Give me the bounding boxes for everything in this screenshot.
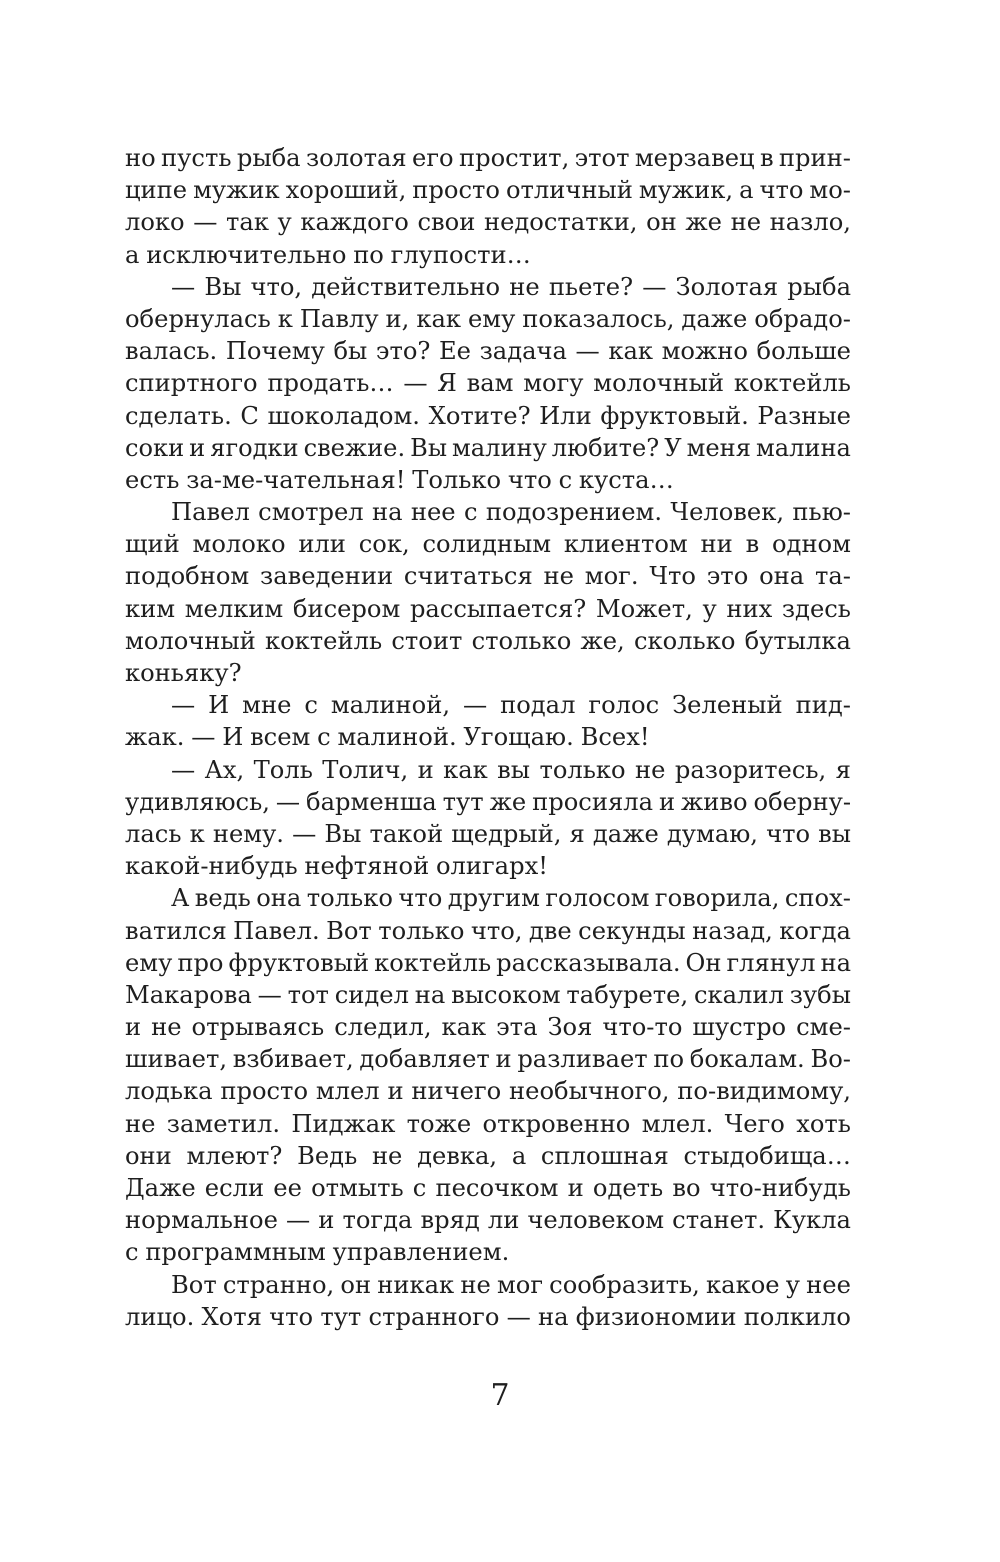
text-line: не заметил. Пиджак тоже откровенно млел. Чего хоть bbox=[125, 1109, 851, 1138]
page-number: 7 bbox=[490, 1378, 510, 1413]
text-line: лодька просто млел и ничего необычного, по-видимому, bbox=[125, 1077, 851, 1106]
text-line: сделать. С шоколадом. Хотите? Или фруктовый. Разные bbox=[125, 401, 851, 430]
text-line: А ведь она только что другим голосом говорила, спох- bbox=[171, 884, 851, 913]
text-line: обернулась к Павлу и, как ему показалось, даже обрадо- bbox=[125, 304, 851, 333]
text-line: щий молоко или сок, солидным клиентом ни в одном bbox=[125, 530, 851, 559]
text-line: спиртного продать… — Я вам могу молочный коктейль bbox=[125, 369, 851, 398]
text-line: — Вы что, действительно не пьете? — Золотая рыба bbox=[171, 272, 851, 301]
text-line: лицо. Хотя что тут странного — на физиономии полкило bbox=[125, 1302, 851, 1331]
text-line: нормальное — и тогда вряд ли человеком станет. Кукла bbox=[125, 1206, 851, 1235]
text-line: какой-нибудь нефтяной олигарх! bbox=[125, 852, 548, 881]
text-line: Макарова — тот сидел на высоком табурете, скалил зубы bbox=[125, 980, 851, 1009]
page-body-text bbox=[125, 142, 851, 1333]
text-line: — И мне с малиной, — подал голос Зеленый пид- bbox=[171, 691, 851, 720]
text-line: локо — так у каждого свои недостатки, он же не назло, bbox=[125, 208, 851, 237]
text-line: коньяку? bbox=[125, 659, 242, 687]
text-line: но пусть рыба золотая его простит, этот мерзавец в прин- bbox=[125, 144, 851, 172]
text-line: жак. — И всем с малиной. Угощаю. Всех! bbox=[125, 723, 650, 752]
text-line: они млеют? Ведь не девка, а сплошная стыдобища… bbox=[125, 1141, 851, 1170]
text-line: соки и ягодки свежие. Вы малину любите? У меня малина bbox=[125, 433, 851, 462]
text-line: удивляюсь, — барменша тут же просияла и живо оберну- bbox=[125, 787, 851, 816]
text-line: молочный коктейль стоит столько же, сколько бутылка bbox=[125, 626, 851, 655]
text-line: Павел смотрел на нее с подозрением. Человек, пью- bbox=[171, 498, 851, 527]
text-line: есть за-ме-чательная! Только что с куста… bbox=[125, 465, 674, 494]
text-line: подобном заведении считаться не мог. Что это она та- bbox=[125, 562, 851, 591]
text-line: и не отрываясь следил, как эта Зоя что-то шустро сме- bbox=[125, 1013, 851, 1042]
text-line: — Ах, Толь Толич, и как вы только не разоритесь, я bbox=[171, 755, 851, 784]
text-line: ким мелким бисером рассыпается? Может, у них здесь bbox=[125, 594, 851, 623]
text-line: с программным управлением. bbox=[125, 1238, 510, 1267]
text-line: а исключительно по глупости… bbox=[125, 240, 531, 269]
text-line: Даже если ее отмыть с песочком и одеть во что-нибудь bbox=[125, 1174, 851, 1202]
text-line: ему про фруктовый коктейль рассказывала. Он глянул на bbox=[125, 948, 851, 977]
text-line: шивает, взбивает, добавляет и разливает по бокалам. Во- bbox=[125, 1045, 851, 1074]
text-line: ватился Павел. Вот только что, две секунды назад, когда bbox=[125, 916, 851, 945]
text-line: Вот странно, он никак не мог сообразить, какое у нее bbox=[171, 1270, 851, 1299]
text-line: валась. Почему бы это? Ее задача — как можно больше bbox=[125, 337, 851, 366]
text-line: лась к нему. — Вы такой щедрый, я даже думаю, что вы bbox=[125, 819, 851, 848]
text-line: ципе мужик хороший, просто отличный мужик, а что мо- bbox=[125, 176, 851, 205]
